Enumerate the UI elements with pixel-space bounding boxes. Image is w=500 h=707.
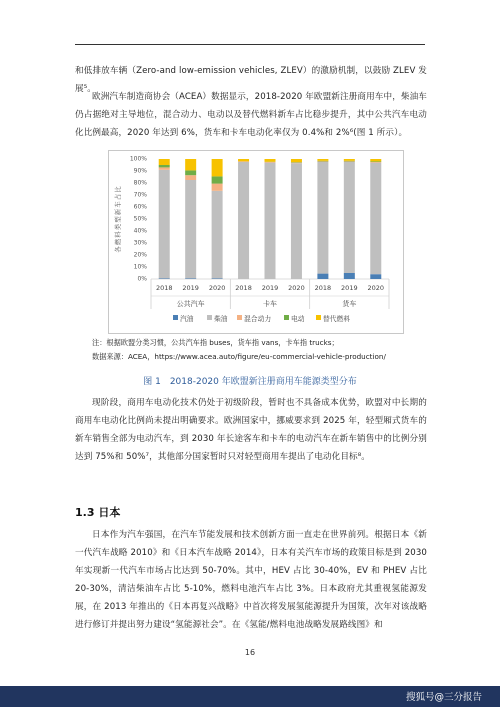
paragraph-zlev: 和低排放车辆（Zero-and low-emission vehicles, ZLEV）的激励机制，以鼓励 ZLEV 发展⁵。: [75, 66, 427, 94]
paragraph-acea: 欧洲汽车制造商协会（ACEA）数据显示，2018-2020 年欧盟新注册商用车中，柴油车仍占据绝对主导地位，混合动力、电动以及替代燃料新车占比稳步提升，其中公共汽车电动化比例最高，2020 年达到 6%，货车和卡车电动化率仅为 0.4%和 2%⁶(图 1 所示）。: [75, 92, 427, 138]
bar-segment: [185, 278, 196, 279]
bar-segment: [185, 175, 196, 180]
bar-segment: [317, 161, 328, 162]
y-tick-label: 100%: [129, 155, 147, 163]
bar-segment: [238, 162, 249, 279]
legend-swatch: [207, 315, 212, 320]
x-tick-label: 2020: [367, 284, 385, 292]
x-tick-label: 2018: [314, 284, 332, 292]
y-axis-label: 各燃料类型新车占比: [114, 185, 122, 253]
header-rule: [75, 44, 425, 45]
bar-segment: [370, 162, 381, 163]
bar-segment: [265, 163, 276, 279]
legend-label: 混合动力: [244, 315, 272, 323]
y-tick-label: 90%: [133, 167, 147, 175]
bar-segment: [212, 191, 223, 279]
bar-segment: [159, 159, 170, 165]
footer-watermark: 搜狐号@三分报告: [405, 692, 482, 703]
bar-segment: [185, 180, 196, 278]
y-tick-label: 0%: [137, 275, 147, 283]
bar-segment: [159, 170, 170, 279]
figure-caption: 图 1 2018-2020 年欧盟新注册商用车能源类型分布: [143, 377, 357, 387]
footer-bar: [0, 686, 500, 707]
legend-swatch: [237, 315, 242, 320]
bar-segment: [238, 159, 249, 161]
paragraph-japan: 日本作为汽车强国，在汽车节能发展和技术创新方面一直走在世界前列。根据日本《新一代汽车战略 2010》和《日本汽车战略 2014》，日本有关汽车市场的政策目标是到 2030 年实现新一代汽车市场占比达到 50-70%。其中，HEV 占比 30-40%，EV 和 PHEV 占比 20-30%，清洁柴油车占比 5-10%，燃料电池汽车占比 3%。日本政府尤其重视氢能源发展，在 2013 年推出的《日本再复兴战略》中首次将发展氢能源提升为国策，次年对该战略进行修订并提出努力建设“氢能源社会”。在《氢能/燃料电池战略发展路线图》和: [75, 530, 427, 630]
note-classification: 注：根据欧盟分类习惯，公共汽车指 buses，货车指 vans，卡车指 trucks；: [92, 338, 339, 347]
bar-segment: [291, 159, 302, 162]
x-tick-label: 2019: [261, 284, 279, 292]
group-label: 货车: [342, 300, 357, 308]
bar-segment: [185, 159, 196, 170]
x-tick-label: 2019: [182, 284, 199, 292]
y-tick-label: 30%: [133, 239, 147, 247]
stacked-bar-chart: [109, 151, 403, 333]
legend-label: 柴油: [214, 315, 228, 323]
note-source: 数据来源：ACEA，https://www.acea.auto/figure/eu-commercial-vehicle-production/: [92, 352, 386, 361]
bar-segment: [212, 176, 223, 183]
bar-segment: [317, 274, 328, 279]
section-title-japan: 1.3 日本: [75, 506, 121, 519]
bar-segment: [344, 161, 355, 162]
bar-segment: [291, 163, 302, 164]
bar-segment: [212, 159, 223, 176]
legend-label: 替代燃料: [323, 315, 351, 323]
bar-segment: [370, 274, 381, 279]
bar-segment: [344, 162, 355, 273]
bar-segment: [212, 184, 223, 191]
legend-label: 汽油: [180, 315, 194, 323]
bar-segment: [344, 159, 355, 161]
y-tick-label: 60%: [133, 203, 147, 211]
bar-segment: [370, 163, 381, 275]
legend-swatch: [173, 315, 178, 320]
bar-segment: [370, 161, 381, 162]
bar-segment: [344, 161, 355, 162]
x-tick-label: 2020: [208, 284, 226, 292]
bar-segment: [317, 161, 328, 162]
bar-segment: [159, 278, 170, 279]
bar-segment: [159, 167, 170, 169]
y-tick-label: 70%: [133, 191, 147, 199]
bar-segment: [344, 273, 355, 279]
figure-1-chart: [108, 150, 404, 334]
bar-segment: [159, 165, 170, 167]
group-label: 卡车: [263, 300, 277, 308]
bar-segment: [265, 162, 276, 163]
x-tick-label: 2018: [235, 284, 252, 292]
y-tick-label: 40%: [133, 227, 147, 235]
x-tick-label: 2020: [288, 284, 305, 292]
bar-segment: [291, 163, 302, 279]
bar-segment: [317, 162, 328, 274]
y-tick-label: 80%: [133, 179, 147, 187]
figure-notes: [92, 336, 432, 364]
bar-segment: [370, 159, 381, 161]
bar-segment: [317, 159, 328, 161]
page-number: 16: [244, 648, 256, 657]
legend-swatch: [316, 315, 321, 320]
bar-segment: [238, 161, 249, 162]
x-tick-label: 2019: [341, 284, 358, 292]
group-label: 公共汽车: [176, 300, 205, 308]
bar-segment: [185, 170, 196, 175]
legend-label: 电动: [291, 315, 305, 323]
bar-segment: [265, 159, 276, 162]
legend-swatch: [284, 315, 289, 320]
paragraph-current-stage: 现阶段，商用车电动化技术仍处于初级阶段，暂时也不具备成本优势，欧盟对中长期的商用车电动化比例尚未提出明确要求。欧洲国家中，挪威要求到 2025 年，轻型厢式货车的新车销售全部为电动汽车，到 2030 年长途客车和卡车的电动汽车在新车销售中的比例分别达到 75%和 50%⁷，其他部分国家暂时只对轻型商用车提出了电动化目标⁸。: [75, 398, 427, 462]
bar-segment: [212, 278, 223, 279]
y-tick-label: 10%: [133, 263, 147, 271]
y-tick-label: 20%: [133, 251, 147, 259]
x-tick-label: 2018: [155, 284, 173, 292]
y-tick-label: 50%: [133, 215, 147, 223]
